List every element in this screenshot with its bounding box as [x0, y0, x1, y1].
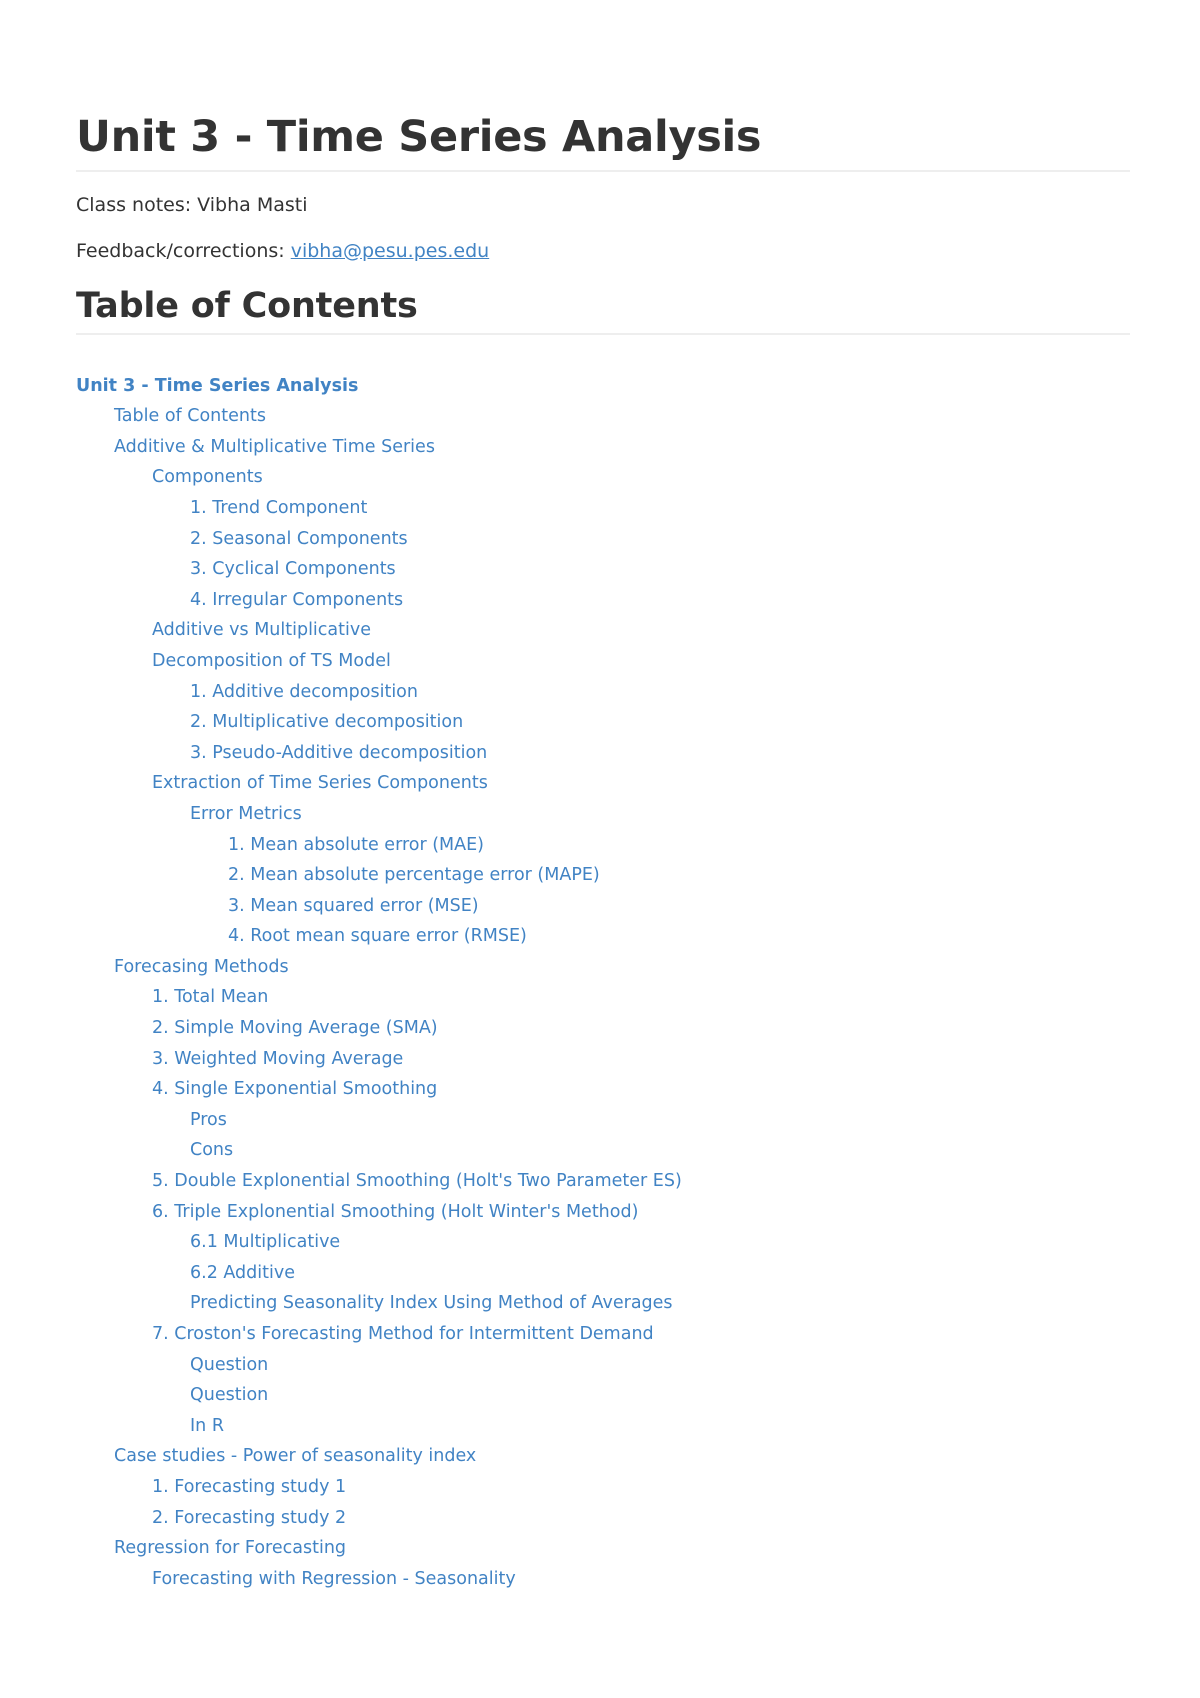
table-of-contents: [76, 371, 1130, 1595]
feedback-email-link[interactable]: vibha@pesu.pes.edu: [290, 239, 490, 262]
toc-link[interactable]: 1. Trend Component: [190, 497, 368, 518]
toc-link[interactable]: 6.1 Multiplicative: [190, 1232, 341, 1253]
toc-link[interactable]: Forecasting with Regression - Seasonality: [152, 1568, 516, 1589]
toc-link[interactable]: Cons: [190, 1140, 234, 1161]
toc-link[interactable]: 3. Weighted Moving Average: [152, 1048, 404, 1069]
toc-link[interactable]: Unit 3 - Time Series Analysis: [76, 375, 359, 396]
class-notes: Class notes: Vibha Masti: [76, 193, 308, 216]
toc-link[interactable]: 1. Additive decomposition: [190, 681, 418, 702]
toc-link[interactable]: 7. Croston's Forecasting Method for Intermittent Demand: [152, 1324, 654, 1344]
toc-link[interactable]: 4. Root mean square error (RMSE): [228, 926, 527, 947]
toc-link[interactable]: 2. Forecasting study 2: [152, 1507, 347, 1528]
toc-link[interactable]: 1. Mean absolute error (MAE): [228, 834, 485, 855]
toc-link[interactable]: Regression for Forecasting: [114, 1538, 347, 1559]
toc-link[interactable]: 4. Single Exponential Smoothing: [152, 1079, 438, 1100]
toc-link[interactable]: 1. Forecasting study 1: [152, 1476, 347, 1497]
toc-link[interactable]: 2. Mean absolute percentage error (MAPE): [228, 865, 600, 886]
toc-link[interactable]: 2. Simple Moving Average (SMA): [152, 1018, 438, 1039]
toc-link[interactable]: Components: [152, 467, 263, 488]
toc-link[interactable]: 5. Double Explonential Smoothing (Holt's Two Parameter ES): [152, 1171, 682, 1192]
toc-link[interactable]: 4. Irregular Components: [190, 589, 404, 610]
toc-link[interactable]: 1. Total Mean: [152, 987, 269, 1008]
toc-link[interactable]: Case studies - Power of seasonality index: [114, 1446, 477, 1467]
toc-link[interactable]: 6.2 Additive: [190, 1262, 295, 1283]
toc-link[interactable]: Question: [190, 1385, 269, 1406]
toc-link[interactable]: Forecasing Methods: [114, 956, 289, 977]
feedback-line: [76, 240, 1130, 262]
toc-link[interactable]: 2. Seasonal Components: [190, 528, 408, 549]
toc-link[interactable]: 3. Pseudo-Additive decomposition: [190, 742, 488, 763]
toc-heading: Table of Contents: [76, 285, 1130, 335]
toc-link[interactable]: 6. Triple Explonential Smoothing (Holt Winter's Method): [152, 1201, 639, 1222]
document-page: [76, 112, 1130, 1594]
toc-link[interactable]: Additive vs Multiplicative: [152, 620, 371, 641]
toc-link[interactable]: Additive & Multiplicative Time Series: [114, 436, 435, 457]
toc-link[interactable]: Pros: [190, 1109, 227, 1130]
toc-link[interactable]: In R: [190, 1415, 224, 1436]
page-title: Unit 3 - Time Series Analysis: [76, 112, 1130, 172]
toc-link[interactable]: 3. Cyclical Components: [190, 559, 396, 580]
feedback-label: Feedback/corrections:: [76, 239, 291, 262]
toc-link[interactable]: Table of Contents: [114, 406, 266, 427]
toc-link[interactable]: Predicting Seasonality Index Using Method of Averages: [190, 1293, 673, 1314]
toc-link[interactable]: Decomposition of TS Model: [152, 650, 391, 671]
toc-link[interactable]: 3. Mean squared error (MSE): [228, 895, 479, 916]
toc-link[interactable]: Error Metrics: [190, 803, 302, 824]
toc-link[interactable]: Extraction of Time Series Components: [152, 773, 488, 794]
toc-link[interactable]: Question: [190, 1354, 269, 1375]
toc-link[interactable]: 2. Multiplicative decomposition: [190, 712, 464, 733]
